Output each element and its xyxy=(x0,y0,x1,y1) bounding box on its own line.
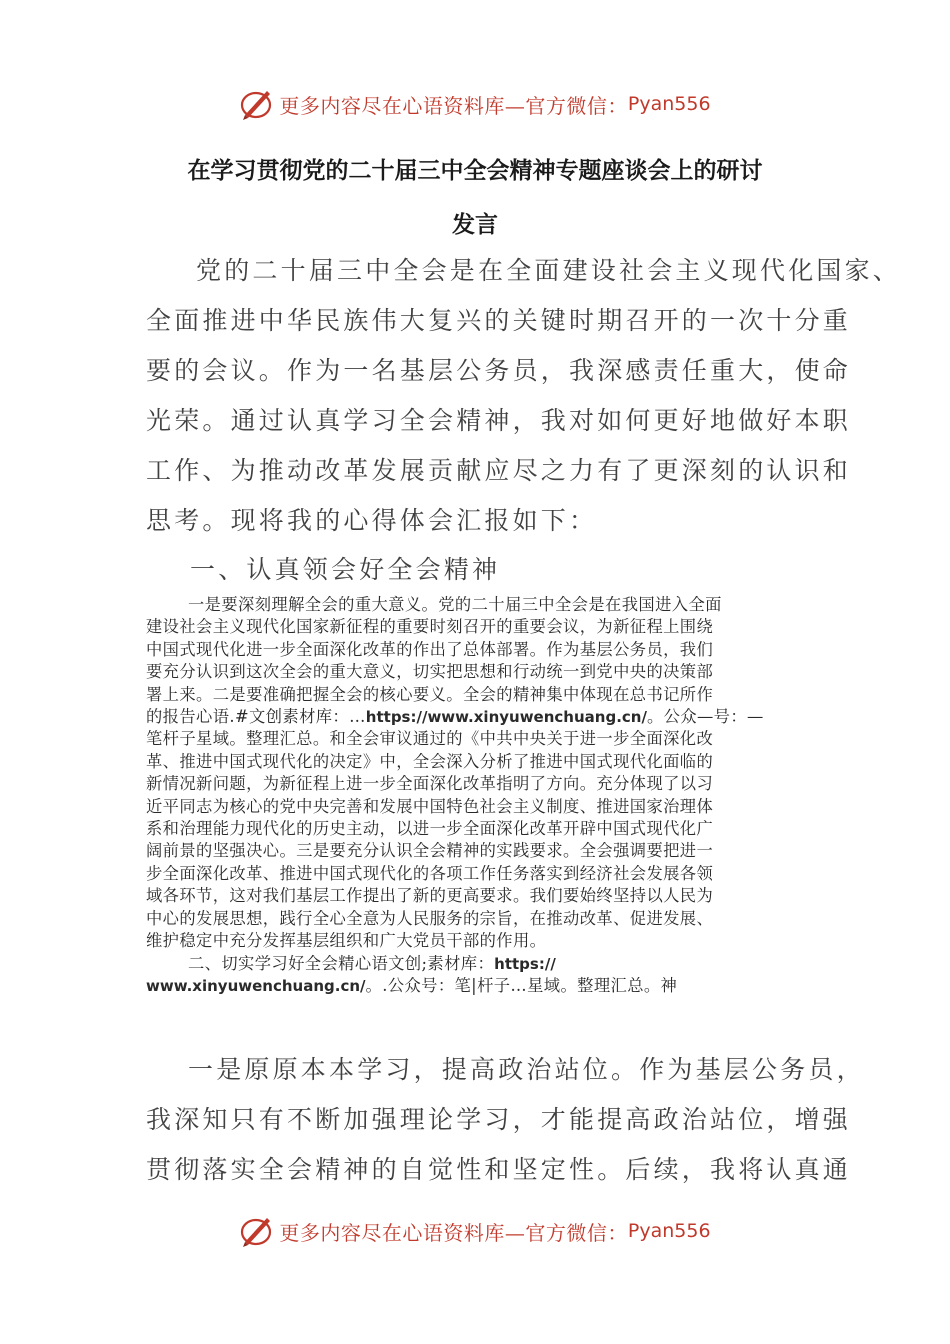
banner-wechat-id: Pyan556 xyxy=(627,1220,711,1242)
text-line: 思考。现将我的心得体会汇报如下： xyxy=(146,506,598,535)
section-heading-2 xyxy=(146,953,810,975)
text-line: 阔前景的坚强决心。三是要充分认识全会精神的实践要求。全会强调要把进一 xyxy=(146,841,714,861)
title-line: 在学习贯彻党的二十届三中全会精神专题座谈会上的研讨 xyxy=(187,158,763,184)
line-part: 。.公众号：笔|杆子…星域。整理汇总。神 xyxy=(365,975,678,995)
footer-banner xyxy=(0,1211,950,1251)
document-title xyxy=(120,144,830,252)
section-2-paragraph xyxy=(146,1045,865,1195)
intro-paragraph xyxy=(146,246,902,546)
header-banner xyxy=(0,84,950,124)
text-line: 我深知只有不断加强理论学习，才能提高政治站位，增强 xyxy=(146,1105,852,1134)
text-line: 要的会议。作为一名基层公务员，我深感责任重大，使命 xyxy=(146,356,852,385)
text-line: 光荣。通过认真学习全会精神，我对如何更好地做好本职 xyxy=(146,406,852,435)
text-line: 革、推进中国式现代化的决定》中，全会深入分析了推进中国式现代化面临的 xyxy=(146,751,714,771)
source-url: www.xinyuwenchuang.cn/ xyxy=(146,976,366,995)
text-line: 近平同志为核心的党中央完善和发展中国特色社会主义制度、推进国家治理体 xyxy=(146,796,714,816)
line-part: 的报告心语.#文创素材库：… xyxy=(146,707,366,727)
title-line: 发言 xyxy=(452,212,498,238)
text-line: 贯彻落实全会精神的自觉性和坚定性。后续，我将认真通 xyxy=(146,1155,852,1184)
text-line: 党的二十届三中全会是在全面建设社会主义现代化国家、 xyxy=(196,256,902,285)
text-line: 中心的发展思想，践行全心全意为人民服务的宗旨，在推动改革、促进发展、 xyxy=(146,908,714,928)
source-url: https://www.xinyuwenchuang.cn/ xyxy=(365,708,647,727)
text-line: 笔杆子星域。整理汇总。和全会审议通过的《中共中央关于进一步全面深化改 xyxy=(146,729,714,749)
banner-wechat-id: Pyan556 xyxy=(627,93,711,115)
text-line: 新情况新问题，为新征程上进一步全面深化改革指明了方向。充分体现了以习 xyxy=(146,774,714,794)
banner-text: 更多内容尽在心语资料库—官方微信： xyxy=(279,1220,628,1245)
text-line: 步全面深化改革、推进中国式现代化的各项工作任务落实到经济社会发展各领 xyxy=(146,863,714,883)
text-line: 要充分认识到这次全会的重大意义，切实把思想和行动统一到党中央的决策部 xyxy=(146,662,714,682)
text-line: 全面推进中华民族伟大复兴的关键时期召开的一次十分重 xyxy=(146,306,852,335)
text-line: 中国式现代化进一步全面深化改革的作出了总体部署。作为基层公务员，我们 xyxy=(146,639,714,659)
text-line: 维护稳定中充分发挥基层组织和广大党员干部的作用。 xyxy=(146,931,547,951)
section-1-body xyxy=(146,594,810,997)
banner-text: 更多内容尽在心语资料库—官方微信： xyxy=(279,93,628,118)
text-line: 工作、为推动改革发展贡献应尽之力有了更深刻的认识和 xyxy=(146,456,852,485)
text-line xyxy=(146,706,810,728)
text-line: 域各环节，这对我们基层工作提出了新的更高要求。我们要始终坚持以人民为 xyxy=(146,886,714,906)
line-part: 。公众—号：— xyxy=(646,707,764,727)
section-heading-1 xyxy=(190,545,860,595)
text-line xyxy=(146,975,810,997)
pen-logo-icon xyxy=(239,87,275,121)
pen-logo-icon xyxy=(239,1214,275,1248)
text-line: 一是要深刻理解全会的重大意义。党的二十届三中全会是在我国进入全面 xyxy=(188,595,722,614)
text-line: 建设社会主义现代化国家新征程的重要时刻召开的重要会议，为新征程上围绕 xyxy=(146,617,714,637)
text-line: 一是原原本本学习，提高政治站位。作为基层公务员， xyxy=(188,1055,865,1084)
heading-text: 二、切实学习好全会精心语文创;素材库： xyxy=(188,953,495,973)
text-line: 系和治理能力现代化的历史主动，以进一步全面深化改革开辟中国式现代化广 xyxy=(146,819,714,839)
text-line: 署上来。二是要准确把握全会的核心要义。全会的精神集中体现在总书记所作 xyxy=(146,684,714,704)
source-url: https:// xyxy=(494,954,556,973)
heading-text: 一、认真领会好全会精神 xyxy=(190,555,501,584)
